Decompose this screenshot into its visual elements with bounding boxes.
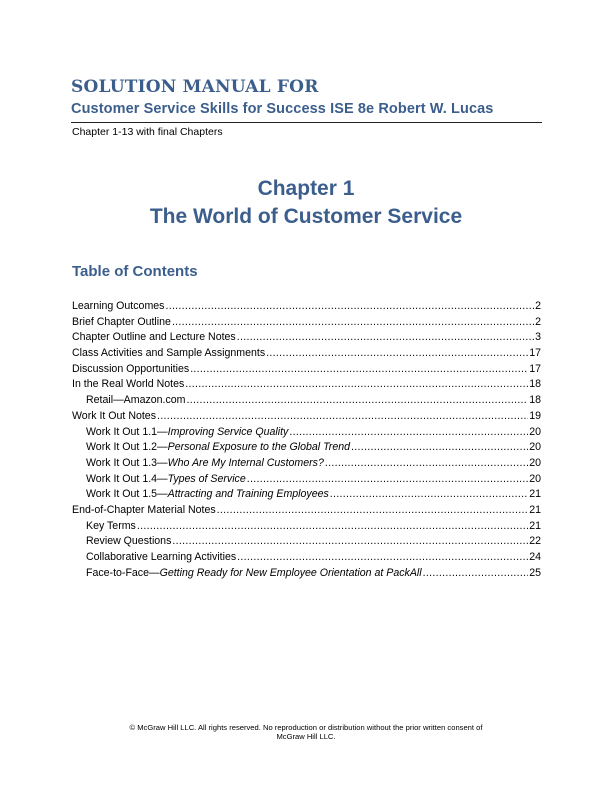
toc-entry-label: Work It Out 1.5—Attracting and Training Employees xyxy=(86,488,329,501)
toc-entry[interactable] xyxy=(72,299,541,315)
toc-entry-page: 19 xyxy=(529,409,541,422)
chapter-range-note: Chapter 1-13 with final Chapters xyxy=(72,126,223,138)
header-divider xyxy=(71,122,542,123)
toc-leader-dots xyxy=(266,346,528,362)
toc-leader-dots xyxy=(187,393,529,409)
toc-entry-label: Class Activities and Sample Assignments xyxy=(72,347,266,360)
toc-entry-page: 21 xyxy=(529,488,541,501)
toc-subentry[interactable] xyxy=(72,456,541,472)
toc-leader-dots xyxy=(185,377,528,393)
toc-leader-dots xyxy=(330,487,528,503)
toc-entry-label: Discussion Opportunities xyxy=(72,362,190,375)
toc-entry-label: Key Terms xyxy=(86,519,136,532)
toc-entry-label: Collaborative Learning Activities xyxy=(86,551,237,563)
toc-entry-page: 17 xyxy=(529,347,541,360)
toc-subentry[interactable] xyxy=(72,472,541,488)
toc-entry-label: In the Real World Notes xyxy=(72,378,185,391)
solution-manual-label: SOLUTION MANUAL FOR xyxy=(71,77,319,97)
toc-entry-page: 2 xyxy=(535,315,541,328)
toc-leader-dots xyxy=(351,440,528,456)
toc-entry-page: 24 xyxy=(529,551,541,563)
toc-entry-label: Work It Out Notes xyxy=(72,409,156,422)
toc-entry[interactable] xyxy=(72,315,541,331)
toc-subentry[interactable] xyxy=(72,550,541,566)
toc-subentry[interactable] xyxy=(72,440,541,456)
chapter-title: The World of Customer Service xyxy=(149,205,463,228)
copyright-line-2: McGraw Hill LLC. xyxy=(276,732,336,741)
toc-entry-label: Learning Outcomes xyxy=(72,300,165,312)
toc-leader-dots xyxy=(237,330,534,346)
toc-entry-page: 2 xyxy=(535,300,541,312)
toc-leader-dots xyxy=(165,299,534,315)
toc-entry-label: Brief Chapter Outline xyxy=(72,315,171,328)
table-of-contents xyxy=(72,299,541,581)
toc-entry-label: Review Questions xyxy=(86,535,172,548)
toc-leader-dots xyxy=(157,409,528,425)
toc-entry-page: 18 xyxy=(529,394,541,407)
toc-subentry[interactable] xyxy=(72,425,541,441)
toc-leader-dots xyxy=(137,519,528,535)
toc-entry[interactable] xyxy=(72,362,541,378)
toc-leader-dots xyxy=(325,456,528,472)
toc-entry-label: Work It Out 1.3—Who Are My Internal Customers? xyxy=(86,456,324,469)
toc-subentry[interactable] xyxy=(72,566,541,582)
toc-leader-dots xyxy=(172,315,534,331)
toc-entry-page: 22 xyxy=(529,535,541,548)
toc-leader-dots xyxy=(190,362,528,378)
toc-leader-dots xyxy=(423,566,529,582)
toc-entry-label: Chapter Outline and Lecture Notes xyxy=(72,331,236,344)
toc-leader-dots xyxy=(237,550,528,566)
toc-entry-label: Retail—Amazon.com xyxy=(86,394,186,407)
toc-entry-label: Work It Out 1.2—Personal Exposure to the Global Trend xyxy=(86,441,350,454)
toc-entry[interactable] xyxy=(72,503,541,519)
toc-leader-dots xyxy=(289,425,528,441)
book-title: Customer Service Skills for Success ISE 8e Robert W. Lucas xyxy=(71,101,494,117)
toc-subentry[interactable] xyxy=(72,487,541,503)
toc-heading: Table of Contents xyxy=(72,263,198,280)
toc-entry-page: 21 xyxy=(529,503,541,516)
toc-leader-dots xyxy=(217,503,529,519)
toc-subentry[interactable] xyxy=(72,534,541,550)
toc-subentry[interactable] xyxy=(72,393,541,409)
toc-entry-label: Face-to-Face—Getting Ready for New Employee Orientation at PackAll xyxy=(86,566,422,579)
chapter-number: Chapter 1 xyxy=(257,177,355,200)
toc-entry-page: 21 xyxy=(529,519,541,532)
toc-entry-page: 17 xyxy=(529,362,541,375)
copyright-footer xyxy=(100,723,512,741)
toc-entry-label: End-of-Chapter Material Notes xyxy=(72,503,216,516)
toc-entry-label: Work It Out 1.1—Improving Service Quality xyxy=(86,425,289,438)
toc-entry[interactable] xyxy=(72,409,541,425)
toc-leader-dots xyxy=(247,472,528,488)
toc-entry-label: Work It Out 1.4—Types of Service xyxy=(86,472,246,485)
toc-entry[interactable] xyxy=(72,346,541,362)
toc-entry-page: 18 xyxy=(529,378,541,391)
toc-subentry[interactable] xyxy=(72,519,541,535)
toc-leader-dots xyxy=(172,534,528,550)
toc-entry[interactable] xyxy=(72,377,541,393)
toc-entry-page: 20 xyxy=(529,441,541,454)
copyright-line-1: © McGraw Hill LLC. All rights reserved. No reproduction or distribution without the prior written consent of xyxy=(129,723,483,732)
toc-entry-page: 3 xyxy=(535,331,541,344)
toc-entry-page: 20 xyxy=(529,456,541,469)
toc-entry-page: 20 xyxy=(529,425,541,438)
toc-entry-page: 20 xyxy=(529,472,541,485)
toc-entry-page: 25 xyxy=(529,566,541,579)
toc-entry[interactable] xyxy=(72,330,541,346)
